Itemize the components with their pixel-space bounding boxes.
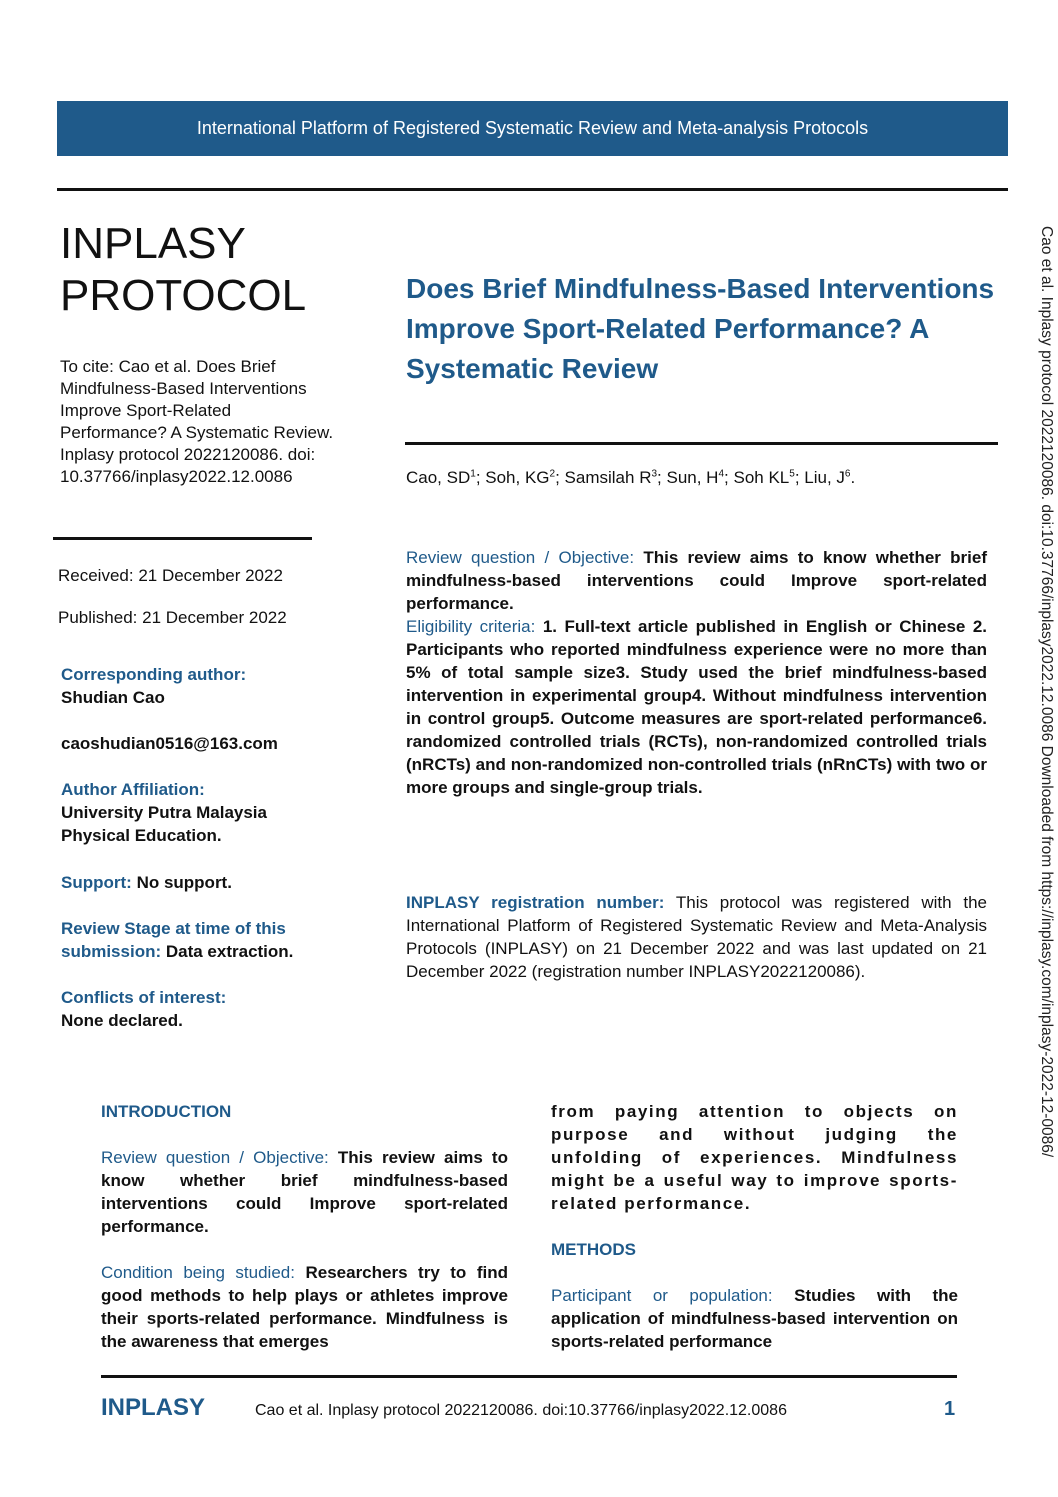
affiliation-line: Physical Education. bbox=[61, 826, 222, 845]
conflicts-label: Conflicts of interest: bbox=[61, 988, 227, 1007]
author: Samsilah $R^3$; bbox=[564, 468, 667, 487]
body-column-right bbox=[551, 1100, 958, 1376]
author: Soh $KL^5$; bbox=[733, 468, 805, 487]
abstract-review-question bbox=[406, 546, 987, 615]
eligibility-text: 1. Full-text article published in English or Chinese 2. Participants who reported mindfulness experience were no more than 5% of total sample size3. Study used the brief mindfulness-based intervention in experimental group4. Without mindfulness intervention in control group5. Outcome measures are sport-related performance6. randomized controlled trials (RCTs), non-randomized controlled trials (nRCTs) and non-randomized non-controlled trials (nRnCTs) with two or more groups and single-group trials. bbox=[406, 617, 987, 797]
condition-paragraph bbox=[101, 1261, 508, 1353]
article-title: Does Brief Mindfulness-Based Interventions Improve Sport-Related Performance? A Systematic Review bbox=[406, 273, 995, 384]
introduction-heading: INTRODUCTION bbox=[101, 1102, 232, 1121]
stage-label: Review Stage at time of this submission: bbox=[61, 919, 286, 961]
conflicts-block bbox=[61, 986, 361, 1032]
registration-text: This protocol was registered with the International Platform of Registered Systematic Review and Meta-Analysis Protocols (INPLASY) on 21 December 2022 and was last updated on 21 December 2022 (registration number INPLASY2022120086). bbox=[406, 893, 987, 981]
affiliation-block bbox=[61, 778, 361, 847]
support-label: Support: bbox=[61, 873, 132, 892]
corresponding-block bbox=[61, 663, 361, 709]
footer-citation: Cao et al. Inplasy protocol 2022120086. doi:10.37766/inplasy2022.12.0086 bbox=[255, 1402, 787, 1419]
review-question-text: This review aims to know whether brief mindfulness-based interventions could Improve sport-related performance. bbox=[406, 548, 988, 613]
support-value: No support. bbox=[136, 873, 232, 892]
corresponding-email: caoshudian0516@163.com bbox=[61, 734, 278, 753]
abstract bbox=[406, 546, 987, 799]
author-list bbox=[406, 468, 996, 488]
intro-review-question-label: Review question / Objective: bbox=[101, 1148, 329, 1167]
footer-divider bbox=[101, 1375, 957, 1378]
condition-label: Condition being studied: bbox=[101, 1263, 295, 1282]
author: Sun, $H^4$; bbox=[666, 468, 734, 487]
stage-value: Data extraction. bbox=[165, 942, 294, 961]
registration-block bbox=[406, 891, 987, 983]
citation-divider bbox=[53, 537, 312, 540]
intro-review-question bbox=[101, 1146, 508, 1238]
support-block bbox=[61, 871, 361, 894]
corresponding-label: Corresponding author: bbox=[61, 665, 247, 684]
title-divider bbox=[405, 442, 998, 445]
intro-review-question-text: This review aims to know whether brief mindfulness-based interventions could Improve sport-related performance. bbox=[101, 1148, 508, 1236]
header-divider bbox=[57, 188, 1008, 191]
page-number: 1 bbox=[944, 1398, 956, 1420]
participant-paragraph bbox=[551, 1284, 958, 1353]
side-download-note: Cao et al. Inplasy protocol 2022120086. doi:10.37766/inplasy2022.12.0086 Downloaded from https://inplasy.com/inplasy-2022-12-0086/ bbox=[1038, 226, 1055, 1158]
author: Soh, $KG^2$; bbox=[485, 468, 565, 487]
condition-text: Researchers try to find good methods to help plays or athletes improve their sports-related performance. Mindfulness is the awareness that emerges bbox=[101, 1263, 508, 1351]
registration-label: INPLASY registration number: bbox=[406, 893, 665, 912]
conflicts-value: None declared. bbox=[61, 1011, 183, 1030]
affiliation-label: Author Affiliation: bbox=[61, 780, 205, 799]
affiliation-line: University Putra Malaysia bbox=[61, 803, 267, 822]
eligibility-label: Eligibility criteria: bbox=[406, 617, 536, 636]
author: Liu, $J^6$. bbox=[804, 468, 856, 487]
stage-block bbox=[61, 917, 341, 963]
author: Cao, $SD^1$; bbox=[406, 468, 486, 487]
footer-brand: INPLASY bbox=[101, 1394, 206, 1421]
methods-heading: METHODS bbox=[551, 1240, 636, 1259]
journal-banner: International Platform of Registered Systematic Review and Meta-analysis Protocols bbox=[57, 101, 1008, 156]
participant-text: Studies with the application of mindfulness-based intervention on sports-related performance bbox=[551, 1286, 958, 1351]
corresponding-name: Shudian Cao bbox=[61, 688, 165, 707]
review-question-label: Review question / Objective: bbox=[406, 548, 635, 567]
received-date: Received: 21 December 2022 bbox=[58, 566, 283, 585]
body-column-left bbox=[101, 1100, 508, 1376]
abstract-eligibility bbox=[406, 615, 987, 799]
participant-label: Participant or population: bbox=[551, 1286, 773, 1305]
citation-text: To cite: Cao et al. Does Brief Mindfulness-Based Interventions Improve Sport-Related Performance? A Systematic Review. Inplasy protocol 2022120086. doi: 10.37766/inplasy2022.12.0086 bbox=[60, 357, 334, 486]
protocol-label: INPLASY PROTOCOL bbox=[60, 219, 307, 320]
condition-continuation: from paying attention to objects on purpose and without judging the unfolding of experiences. Mindfulness might be a useful way to improve sports-related performance. bbox=[551, 1102, 958, 1213]
published-date: Published: 21 December 2022 bbox=[58, 608, 287, 627]
